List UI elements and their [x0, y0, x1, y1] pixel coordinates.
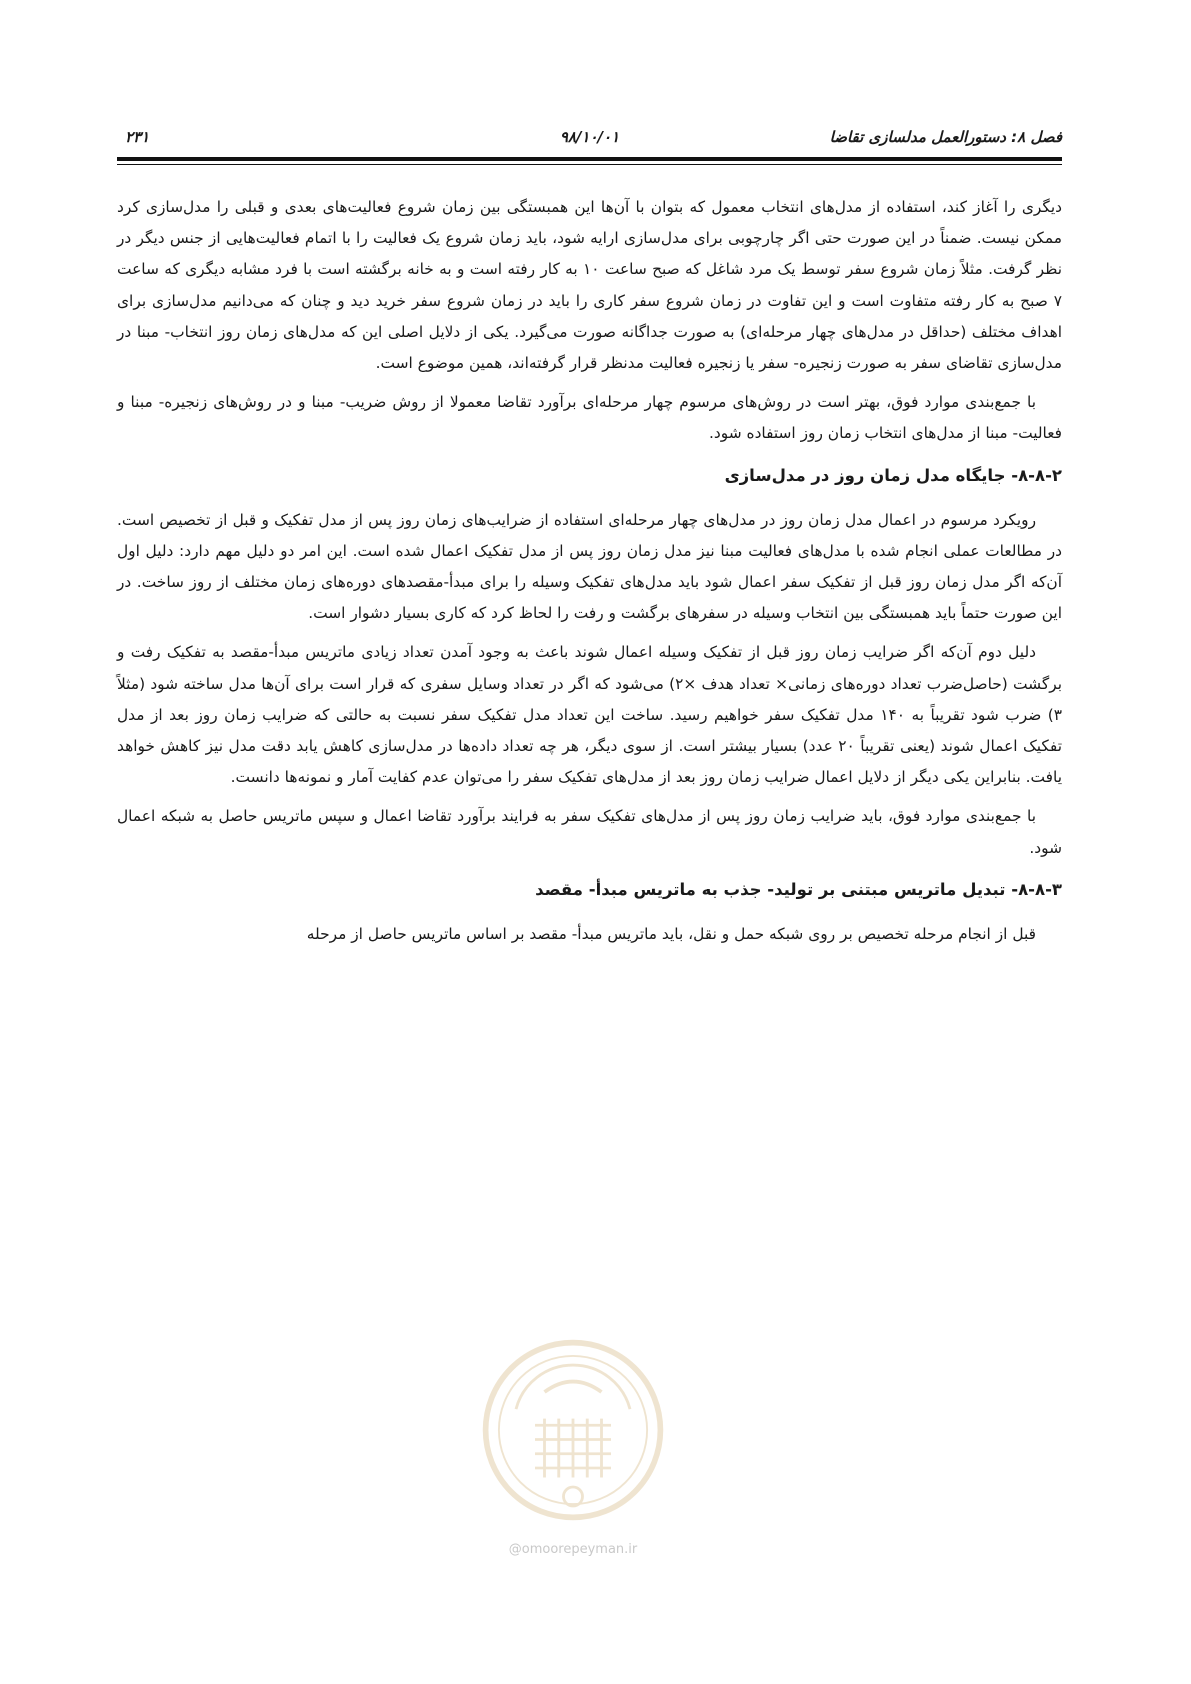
- header-date: ۹۸/۱۰/۰۱: [559, 128, 620, 146]
- header-rule-thick: [117, 157, 1062, 161]
- paragraph: با جمع‌بندی موارد فوق، باید ضرایب زمان روز پس از مدل‌های تفکیک سفر به فرایند برآورد تقاضا اعمال و سپس ماتریس حاصل به شبکه اعمال شود.: [117, 807, 1062, 857]
- body-text: [117, 192, 1062, 958]
- paragraph: با جمع‌بندی موارد فوق، بهتر است در روش‌های مرسوم چهار مرحله‌ای برآورد تقاضا معمولا از روش ضریب- مبنا و در روش‌های زنجیره- مبنا و فعالیت- مبنا از مدل‌های انتخاب زمان روز استفاده شود.: [117, 393, 1062, 443]
- watermark-logo: [478, 1335, 668, 1525]
- section-heading: ۸-۸-۲- جایگاه مدل زمان روز در مدل‌سازی: [724, 465, 1062, 485]
- watermark-url: @omoorepeyman.ir: [508, 1542, 638, 1557]
- page-number: ۲۳۱: [125, 128, 150, 146]
- header-rule-thin: [117, 164, 1062, 165]
- paragraph: دیگری را آغاز کند، استفاده از مدل‌های انتخاب معمول که بتوان با آن‌ها این همبستگی بین زمان شروع فعالیت‌های بعدی و قبلی را مدل‌سازی کرد ممکن نیست. ضمناً در این صورت حتی اگر چارچوبی برای مدل‌سازی ارایه شود، باید زمان شروع یک فعالیت را با اتمام فعالیت‌هایی از جنس دیگر در نظر گرفت. مثلاً زمان شروع سفر توسط یک مرد شاغل که صبح ساعت ۱۰ به کار رفته است و به خانه برگشته است با فرد مشابه دیگری که ساعت ۷ صبح به کار رفته متفاوت است و این تفاوت در زمان شروع سفر کاری را باید در زمان شروع سفر خرید دید و چنان که می‌دانیم مدل‌سازی برای اهداف مختلف (حداقل در مدل‌های چهار مرحله‌ای) به صورت جداگانه صورت می‌گیرد. یکی از دلایل اصلی این که مدل‌های زمان روز انتخاب- مبنا در مدل‌سازی تقاضای سفر به صورت زنجیره- سفر یا زنجیره فعالیت مدنظر قرار گرفته‌اند، همین موضوع است.: [117, 198, 1062, 373]
- paragraph: دلیل دوم آن‌که اگر ضرایب زمان روز قبل از تفکیک وسیله اعمال شوند باعث به وجود آمدن تعداد زیادی ماتریس مبدأ-مقصد به تفکیک رفت و برگشت (حاصل‌ضرب تعداد دوره‌های زمانی× تعداد هدف ×۲) می‌شود که اگر در تعداد وسایل سفری که قرار است برای آن‌ها مدل ساخته شود (مثلاً ۳) ضرب شود تقریباً به ۱۴۰ مدل تفکیک سفر خواهیم رسید. ساخت این تعداد مدل تفکیک سفر نسبت به حالتی که ضرایب زمان روز بعد از مدل تفکیک اعمال شوند (یعنی تقریباً ۲۰ عدد) بسیار بیشتر است. از سوی دیگر، هر چه تعداد داده‌ها در مدل‌سازی کاهش یابد دقت مدل نیز کاهش خواهد یافت. بنابراین یکی دیگر از دلایل اعمال ضرایب زمان روز بعد از مدل‌های تفکیک سفر را می‌توان عدم کفایت آمار و نمونه‌ها دانست.: [117, 643, 1062, 787]
- paragraph: قبل از انجام مرحله تخصیص بر روی شبکه حمل و نقل، باید ماتریس مبدأ- مقصد بر اساس ماتریس حاصل از مرحله: [306, 924, 1036, 943]
- running-header: [117, 128, 1062, 152]
- paragraph: رویکرد مرسوم در اعمال مدل زمان روز در مدل‌های چهار مرحله‌ای استفاده از ضرایب‌های زمان روز پس از مدل تفکیک و قبل از تخصیص است. در مطالعات عملی انجام شده با مدل‌های فعالیت مبنا نیز مدل زمان روز پس از مدل تفکیک اعمال شده است. این امر دو دلیل مهم دارد: دلیل اول آن‌که اگر مدل زمان روز قبل از تفکیک سفر اعمال شود باید مدل‌های تفکیک وسیله را برای مبدأ-مقصدهای دوره‌های زمان مختلف از روز ساخت. در این صورت حتماً باید همبستگی بین انتخاب وسیله در سفرهای برگشت و رفت را لحاظ کرد که کاری بسیار دشوار است.: [117, 510, 1062, 623]
- section-heading: ۸-۸-۳- تبدیل ماتریس مبتنی بر تولید- جذب به ماتریس مبدأ- مقصد: [535, 879, 1062, 899]
- chapter-title: فصل ۸: دستورالعمل مدلسازی تقاضا: [829, 128, 1062, 146]
